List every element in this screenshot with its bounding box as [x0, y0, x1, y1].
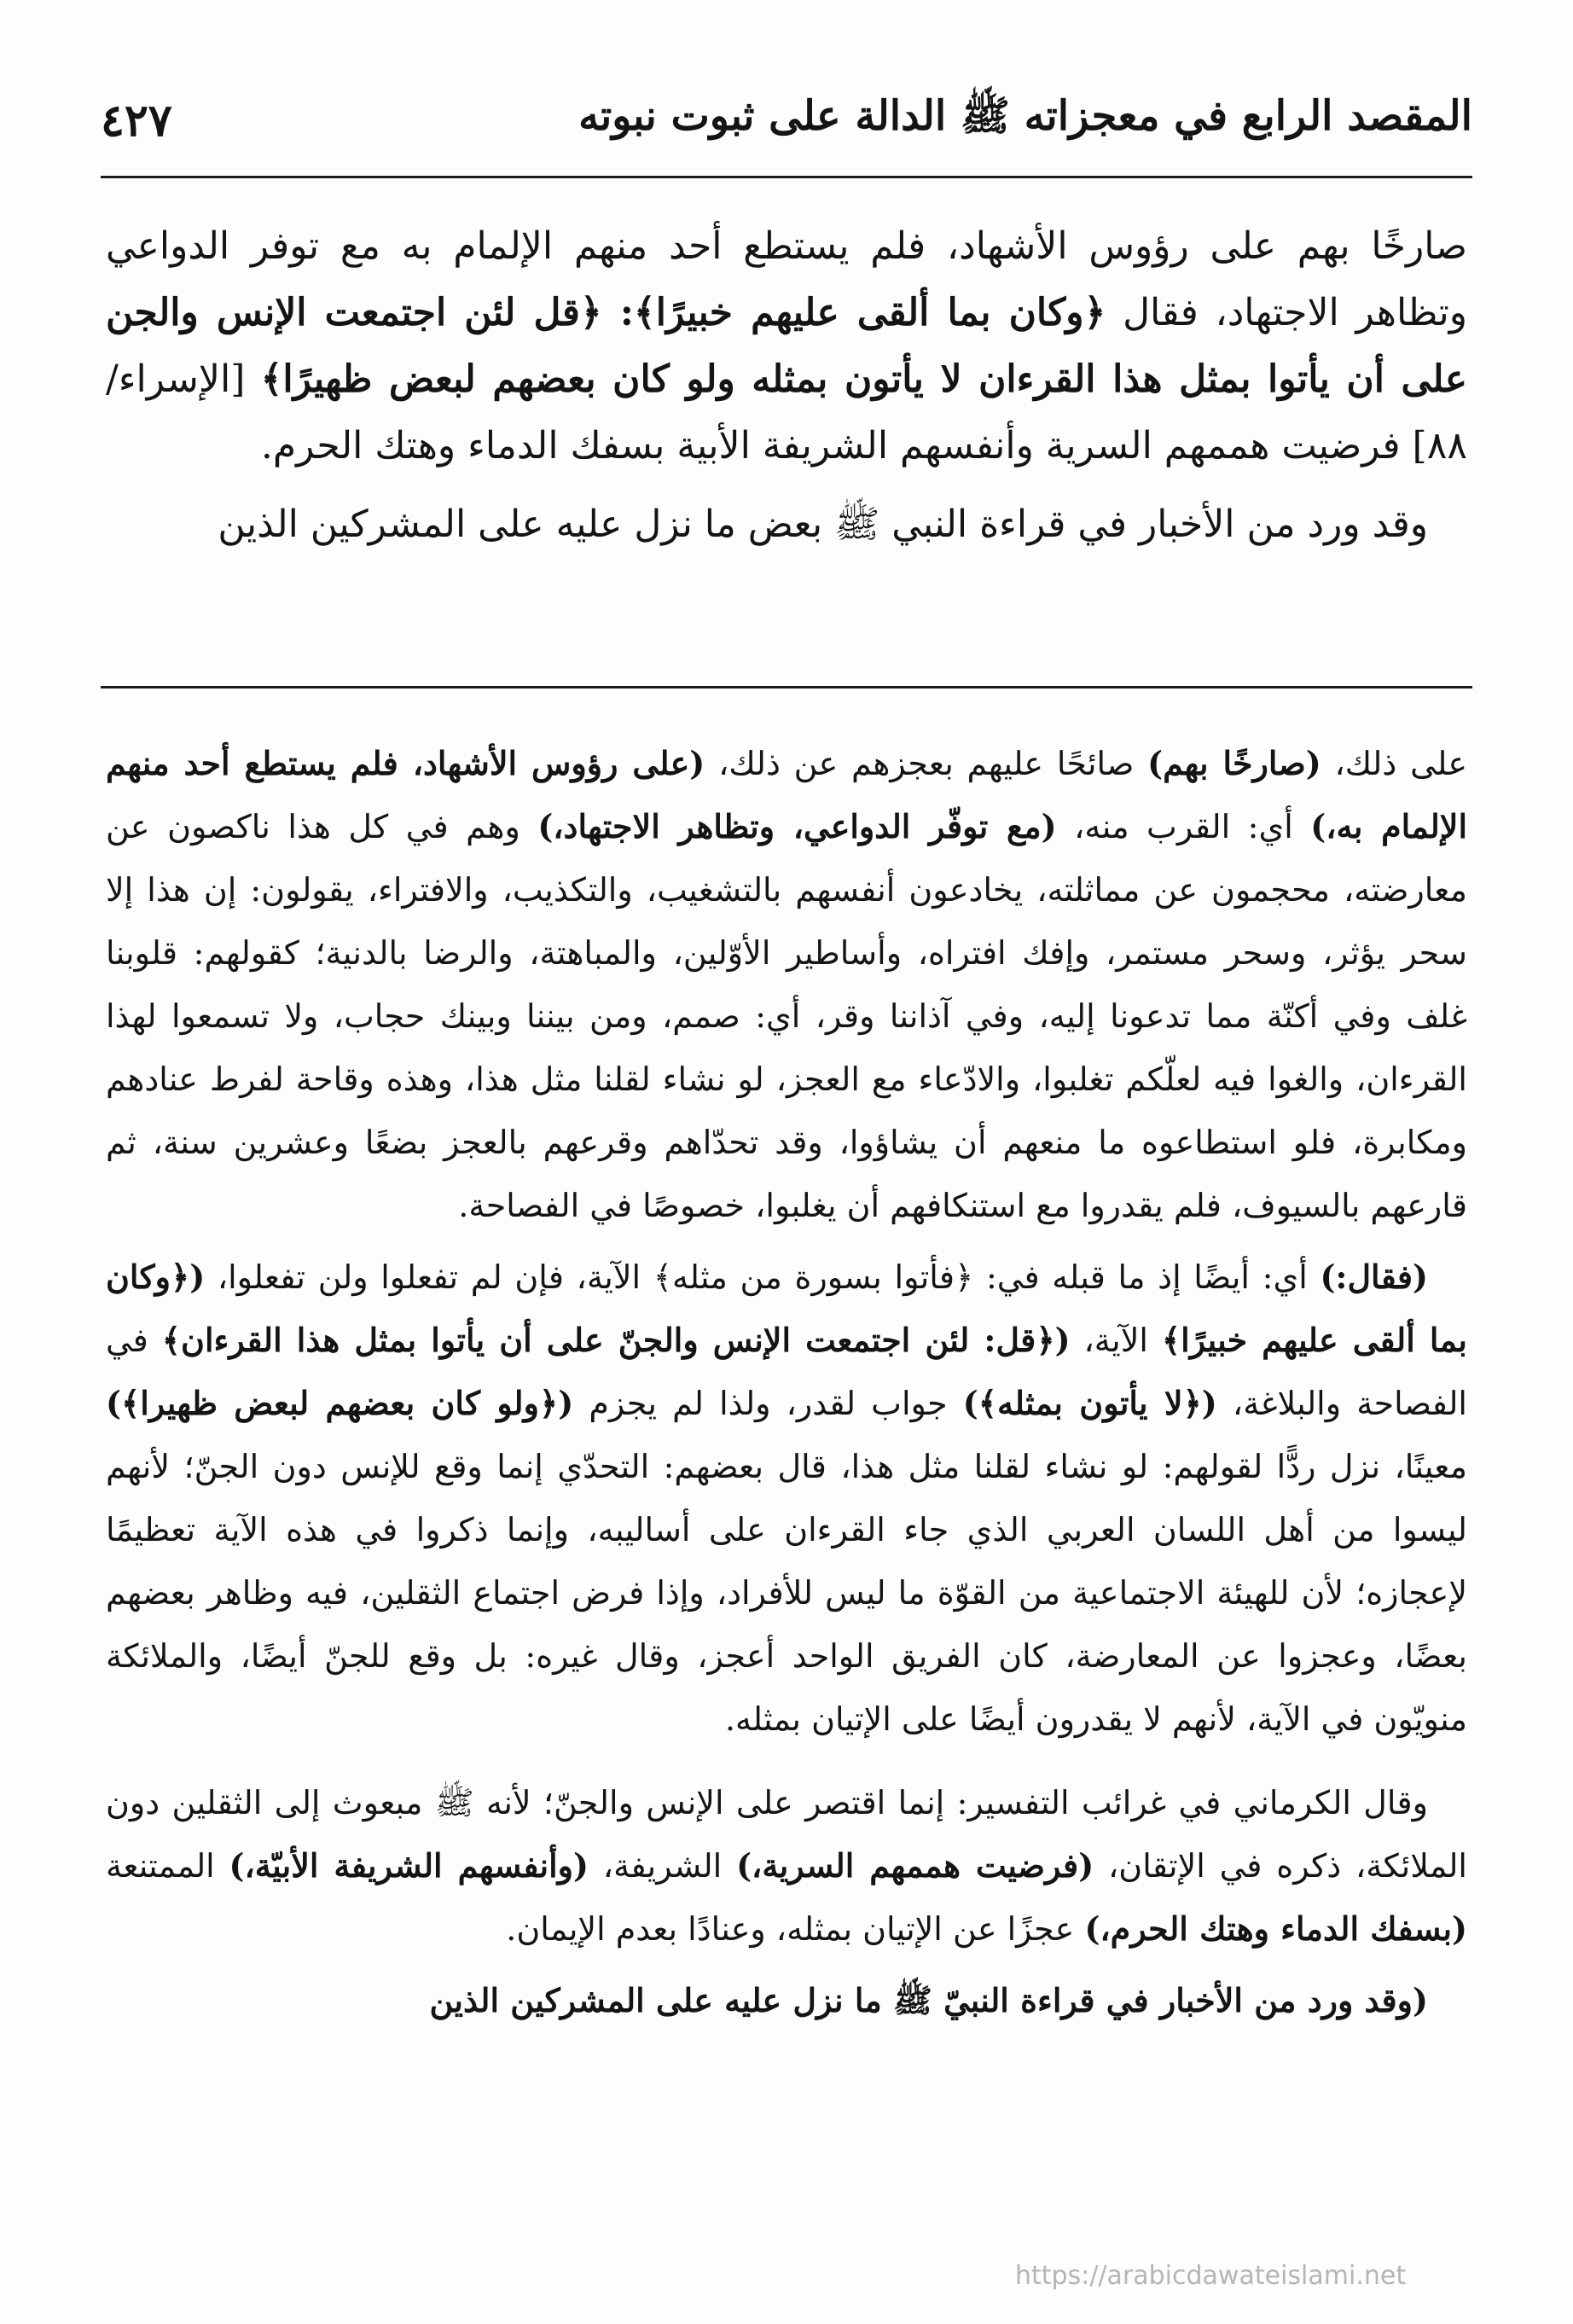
page-header	[101, 82, 1472, 159]
main-text-paragraph	[106, 491, 1467, 558]
main-text-run: [الإسراء/ ٨٨] فرضيت هممهم السرية وأنفسهم الشريفة الأبية بسفك الدماء وهتك الحرم.	[106, 357, 1467, 468]
main-text-run: وقد ورد من الأخبار في قراءة النبي ﷺ بعض ما نزل عليه على المشركين الذين	[218, 503, 1428, 546]
commentary-text: الشريفة،	[588, 1847, 737, 1885]
quoted-matn: (﴿قل: لئن اجتمعت الإنس والجنّ على أن يأتوا بمثل هذا القرءان﴾	[161, 1321, 1071, 1359]
header-divider	[101, 176, 1472, 178]
commentary-text: وقال الكرماني في غرائب التفسير: إنما اقتصر على الإنس والجنّ؛ لأنه ﷺ مبعوث إلى الثقلين دون الملائكة، ذكره في الإتقان،	[106, 1784, 1467, 1885]
commentary-paragraph	[106, 732, 1467, 1237]
quoted-matn: (على رؤوس الأشهاد، فلم يستطع أحد منهم الإلمام به،)	[106, 744, 1467, 845]
commentary-paragraph	[106, 1969, 1467, 2032]
commentary-text: معينًا، نزل ردًّا لقولهم: لو نشاء لقلنا مثل هذا، قال بعضهم: التحدّي إنما وقع للإنس دون الجنّ؛ لأنهم ليسوا من أهل اللسان العربي الذي جاء القرءان على أساليبه، وإنما ذكروا في هذه الآية تعظيمًا لإعجازه؛ لأن للهيئة الاجتماعية من القوّة ما ليس للأفراد، وإذا فرض اجتماع الثقلين، فيه وظاهر بعضهم بعضًا، وعجزوا عن المعارضة، كان الفريق الواحد أعجز، وقال غيره: بل وقع للجنّ أيضًا، والملائكة منويّون في الآية، لأنهم لا يقدرون أيضًا على الإتيان بمثله.	[106, 1448, 1467, 1738]
commentary-text: على ذلك،	[1321, 745, 1467, 782]
quoted-matn: (﴿وكان بما ألقى عليهم خبيرًا﴾	[106, 1258, 1467, 1359]
quoted-matn: (فرضيت هممهم السرية،)	[736, 1846, 1094, 1885]
quoted-matn: (بسفك الدماء وهتك الحرم،)	[1084, 1909, 1467, 1948]
page-number: ٤٢٧	[101, 94, 172, 147]
commentary-paragraph	[106, 1246, 1467, 1751]
commentary-text: في الفصاحة والبلاغة،	[106, 1322, 1467, 1422]
quoted-matn: (وأنفسهم الشريفة الأبيّة،)	[229, 1846, 589, 1885]
quoted-matn: (فقال:)	[1320, 1258, 1428, 1296]
quoted-matn: (﴿ولو كان بعضهم لبعض ظهيرا﴾)	[106, 1384, 574, 1422]
commentary-text: الآية،	[1070, 1322, 1162, 1359]
main-text-paragraph	[106, 213, 1467, 479]
quoted-matn: (وقد ورد من الأخبار في قراءة النبيّ ﷺ ما نزل عليه على المشركين الذين	[429, 1981, 1428, 2019]
commentary-text: وهم في كل هذا ناكصون عن معارضته، محجمون عن مماثلته، يخادعون أنفسهم بالتشغيب، والتكذيب، والافتراء، يقولون: إن هذا إلا سحر يؤثر، وسحر مستمر، وإفك افتراه، وأساطير الأوّلين، والمباهتة، والرضا بالدنية؛ كقولهم: قلوبنا غلف وفي أكنّة مما تدعونا إليه، وفي آذاننا وقر، أي: صمم، ومن بيننا وبينك حجاب، ولا تسمعوا لهذا القرءان، والغوا فيه لعلّكم تغلبوا، والادّعاء مع العجز، لو نشاء لقلنا مثل هذا، وهذه وقاحة لفرط عنادهم ومكابرة، فلو استطاعوه ما منعهم أن يشاؤوا، وقد تحدّاهم وقرعهم بالعجز بضعًا وعشرين سنة، ثم قارعهم بالسيوف، فلم يقدروا مع استنكافهم أن يغلبوا، خصوصًا في الفصاحة.	[106, 808, 1467, 1224]
commentary-text: صائحًا عليهم بعجزهم عن ذلك،	[705, 745, 1148, 782]
quoted-matn: (صارخًا بهم)	[1147, 744, 1321, 782]
watermark-url: https://arabicdawateislami.net	[1015, 2261, 1407, 2291]
commentary-text: جواب لقدر، ولذا لم يجزم	[573, 1385, 963, 1422]
commentary-block	[106, 732, 1467, 2032]
commentary-paragraph	[106, 1771, 1467, 1961]
commentary-text: أي: أيضًا إذ ما قبله في: ﴿فأتوا بسورة من مثله﴾ الآية، فإن لم تفعلوا ولن تفعلوا،	[205, 1258, 1321, 1296]
quoted-matn: (مع توفّر الدواعي، وتظاهر الاجتهاد،)	[537, 807, 1057, 845]
commentary-text: عجزًا عن الإتيان بمثله، وعنادًا بعدم الإيمان.	[506, 1910, 1085, 1948]
commentary-text: الممتنعة	[106, 1847, 229, 1885]
quoted-matn: (﴿لا يأتون بمثله﴾)	[962, 1384, 1217, 1422]
main-text-run: صارخًا بهم على رؤوس الأشهاد، فلم يستطع أحد منهم الإلمام به مع توفر الدواعي وتظاهر الاجتهاد، فقال	[106, 224, 1467, 334]
quran-verse: ﴿وكان بما ألقى عليهم خبيرًا﴾: ﴿قل لئن اجتمعت الإنس والجن على أن يأتوا بمثل هذا القرءان لا يأتون بمثله ولو كان بعضهم لبعض ظهيرًا﴾	[106, 291, 1467, 401]
commentary-divider	[101, 686, 1472, 688]
main-text-block	[106, 213, 1467, 558]
commentary-text: أي: القرب منه،	[1056, 808, 1311, 845]
running-title: المقصد الرابع في معجزاته ﷺ الدالة على ثبوت نبوته	[578, 91, 1472, 140]
